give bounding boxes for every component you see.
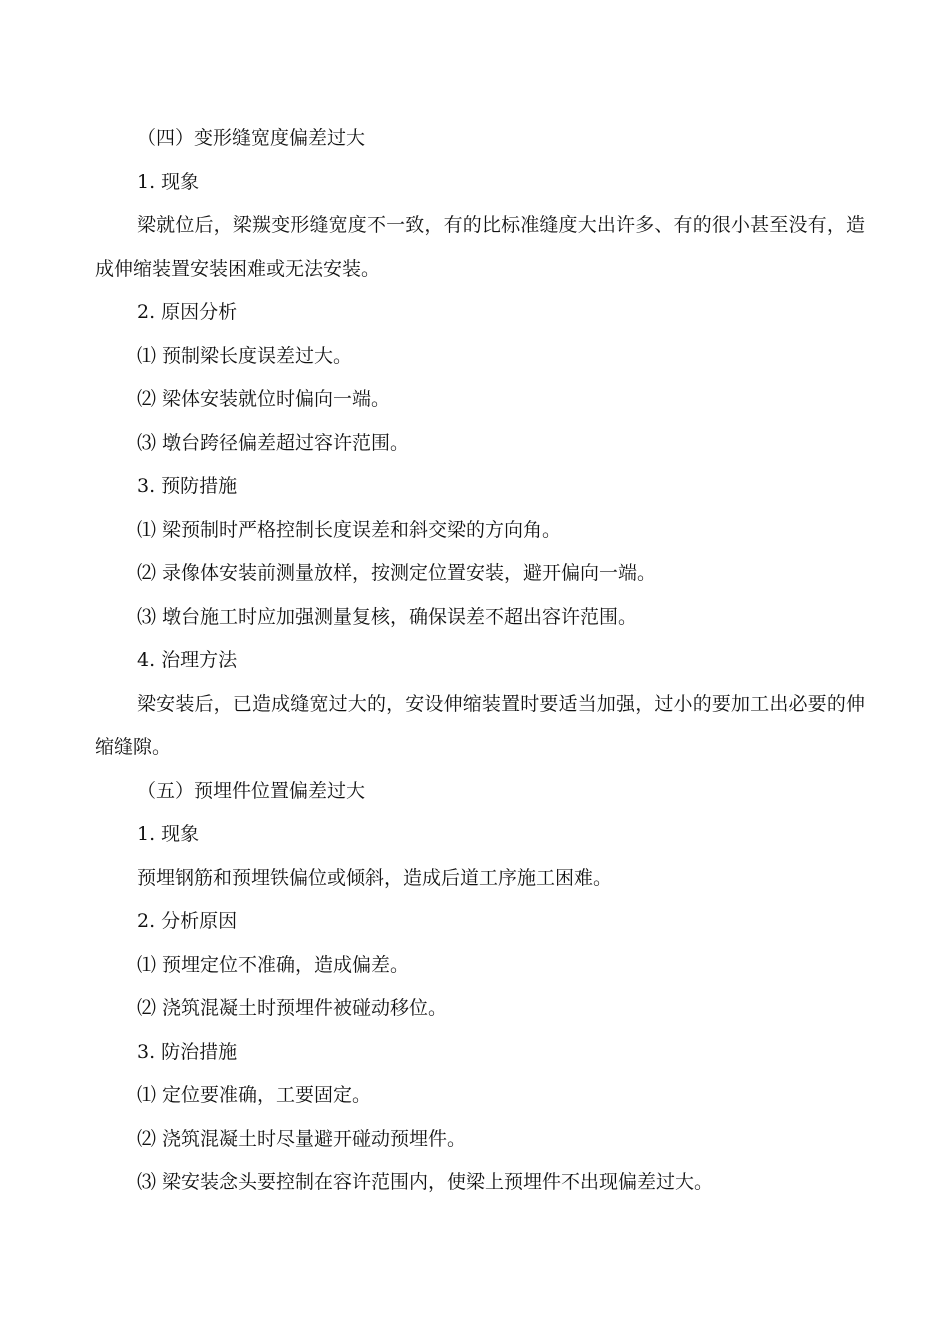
section-5-cause-1: ⑴ 预埋定位不准确，造成偏差。 bbox=[137, 953, 410, 976]
section-4-prevention-2: ⑵ 录像体安装前测量放样，按测定位置安装，避开偏向一端。 bbox=[137, 562, 657, 584]
section-5-prevention-label: 3. 防治措施 bbox=[137, 1040, 238, 1063]
section-5-prevention-2: ⑵ 浇筑混凝土时尽量避开碰动预埋件。 bbox=[137, 1127, 467, 1150]
section-5-cause-2: ⑵ 浇筑混凝土时预埋件被碰动移位。 bbox=[137, 997, 448, 1019]
section-4-cause-3: ⑶ 墩台跨径偏差超过容许范围。 bbox=[137, 431, 410, 454]
section-4-cause-label: 2. 原因分析 bbox=[137, 301, 238, 323]
section-4-phenomenon-label: 1. 现象 bbox=[137, 170, 200, 193]
section-4-prevention-label: 3. 预防措施 bbox=[137, 475, 238, 497]
section-4-cause-2: ⑵ 梁体安装就位时偏向一端。 bbox=[137, 388, 391, 410]
document-page bbox=[95, 117, 865, 1205]
section-5-title: （五）预埋件位置偏差过大 bbox=[137, 779, 366, 802]
section-5-prevention-1: ⑴ 定位要准确，工要固定。 bbox=[137, 1084, 372, 1106]
section-5-prevention-3: ⑶ 梁安装念头要控制在容许范围内，使梁上预埋件不出现偏差过大。 bbox=[137, 1171, 714, 1193]
section-4-treatment-label: 4. 治理方法 bbox=[137, 649, 238, 671]
section-5-phenomenon-text: 预埋钢筋和预埋铁偏位或倾斜，造成后道工序施工困难。 bbox=[137, 866, 613, 889]
section-5-cause-label: 2. 分析原因 bbox=[137, 910, 238, 932]
section-4-title: （四）变形缝宽度偏差过大 bbox=[137, 127, 366, 149]
section-4-prevention-3: ⑶ 墩台施工时应加强测量复核，确保误差不超出容许范围。 bbox=[137, 605, 638, 628]
section-4-phenomenon-text: 梁就位后，梁羰变形缝宽度不一致，有的比标准缝度大出许多、有的很小甚至没有，造成伸缩装置安装困难或无法安装。 bbox=[95, 214, 865, 280]
section-5-phenomenon-label: 1. 现象 bbox=[137, 823, 200, 845]
section-4-cause-1: ⑴ 预制梁长度误差过大。 bbox=[137, 344, 353, 367]
section-4-prevention-1: ⑴ 梁预制时严格控制长度误差和斜交梁的方向角。 bbox=[137, 518, 562, 541]
section-4-treatment-text: 梁安装后，已造成缝宽过大的，安设伸缩装置时要适当加强，过小的要加工出必要的伸缩缝隙。 bbox=[95, 692, 865, 758]
